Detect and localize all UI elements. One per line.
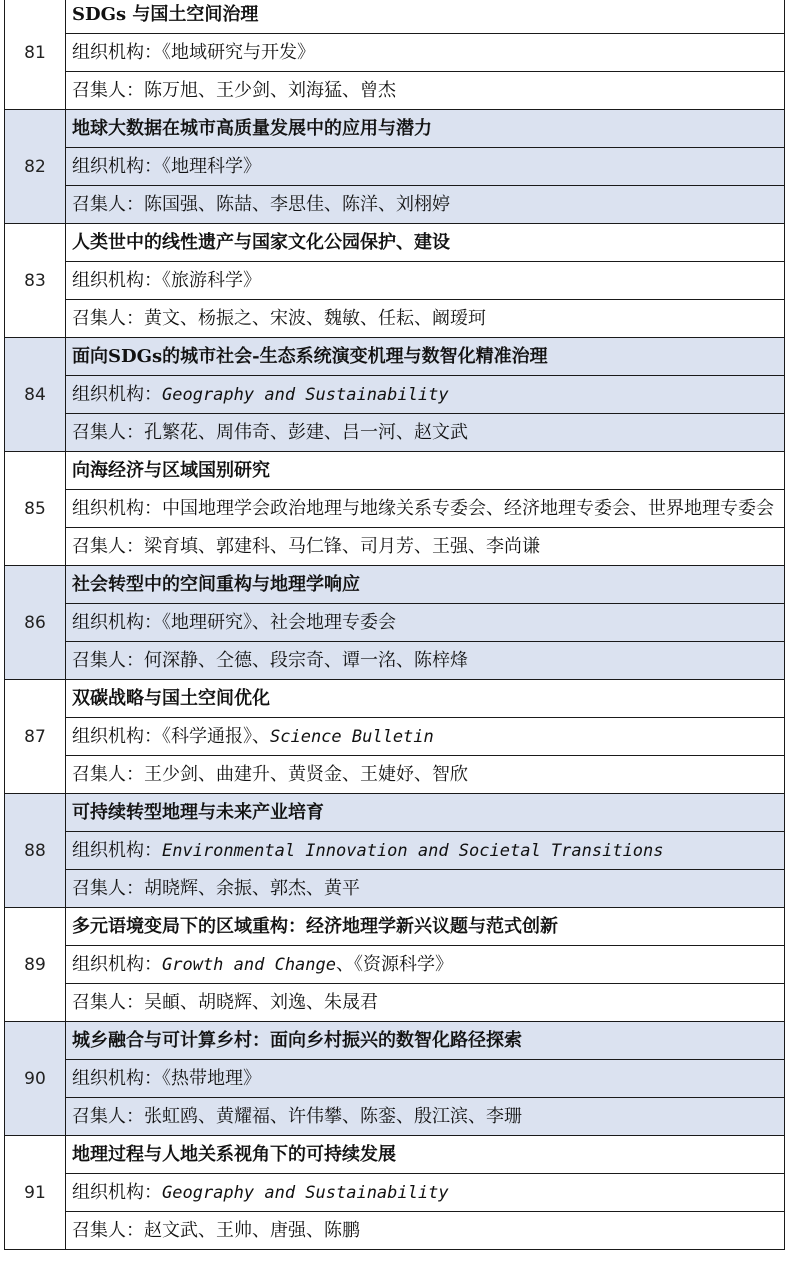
convener-names: 孔繁花、周伟奇、彭建、吕一河、赵文武 xyxy=(144,421,468,443)
session-convener-row xyxy=(5,414,785,452)
convener-names: 陈国强、陈喆、李思佳、陈洋、刘栩婷 xyxy=(144,193,450,215)
session-number: 85 xyxy=(5,452,66,566)
session-conveners xyxy=(66,984,785,1022)
session-table-body xyxy=(5,0,785,1250)
convener-names: 张虹鸥、黄耀福、许伟攀、陈銮、殷江滨、李珊 xyxy=(144,1105,522,1127)
session-convener-row xyxy=(5,642,785,680)
convener-names: 陈万旭、王少剑、刘海猛、曾杰 xyxy=(144,79,396,101)
session-title-row xyxy=(5,1136,785,1174)
organizer-text: 《热带地理》 xyxy=(162,1067,261,1089)
convener-label: 召集人： xyxy=(72,421,144,443)
session-title-row xyxy=(5,224,785,262)
session-title: 向海经济与区域国别研究 xyxy=(66,452,785,490)
organizer-label: 组织机构： xyxy=(72,497,162,519)
session-number: 83 xyxy=(5,224,66,338)
session-organizer xyxy=(66,832,785,870)
session-title: 地球大数据在城市高质量发展中的应用与潜力 xyxy=(66,110,785,148)
session-conveners xyxy=(66,528,785,566)
organizer-label: 组织机构： xyxy=(72,41,162,63)
session-number: 89 xyxy=(5,908,66,1022)
session-title: 多元语境变局下的区域重构：经济地理学新兴议题与范式创新 xyxy=(66,908,785,946)
session-organizer xyxy=(66,262,785,300)
session-organizer-row xyxy=(5,148,785,186)
convener-names: 王少剑、曲建升、黄贤金、王婕妤、智欣 xyxy=(144,763,468,785)
session-organizer-row xyxy=(5,946,785,984)
organizer-text: 《地域研究与开发》 xyxy=(162,41,315,63)
session-title-row xyxy=(5,0,785,34)
session-title: 社会转型中的空间重构与地理学响应 xyxy=(66,566,785,604)
convener-label: 召集人： xyxy=(72,1219,144,1241)
session-conveners xyxy=(66,414,785,452)
session-organizer-row xyxy=(5,376,785,414)
session-conveners xyxy=(66,1098,785,1136)
session-organizer-row xyxy=(5,34,785,72)
session-organizer-row xyxy=(5,718,785,756)
session-organizer xyxy=(66,376,785,414)
session-conveners xyxy=(66,186,785,224)
session-title: 人类世中的线性遗产与国家文化公园保护、建设 xyxy=(66,224,785,262)
session-title-row xyxy=(5,566,785,604)
convener-label: 召集人： xyxy=(72,649,144,671)
organizer-text: Geography and Sustainability xyxy=(162,384,449,405)
session-convener-row xyxy=(5,984,785,1022)
session-title-row xyxy=(5,680,785,718)
organizer-label: 组织机构： xyxy=(72,383,162,405)
organizer-text: 、《资源科学》 xyxy=(336,953,453,975)
session-convener-row xyxy=(5,1098,785,1136)
convener-names: 梁育填、郭建科、马仁锋、司月芳、王强、李尚谦 xyxy=(144,535,540,557)
session-number: 88 xyxy=(5,794,66,908)
session-title-row xyxy=(5,794,785,832)
session-conveners xyxy=(66,756,785,794)
session-organizer xyxy=(66,34,785,72)
organizer-text: Geography and Sustainability xyxy=(162,1182,449,1203)
session-title: SDGs 与国土空间治理 xyxy=(66,0,785,34)
session-organizer xyxy=(66,1174,785,1212)
convener-names: 何深静、仝德、段宗奇、谭一洺、陈梓烽 xyxy=(144,649,468,671)
convener-label: 召集人： xyxy=(72,193,144,215)
session-table xyxy=(4,0,785,1250)
session-organizer-row xyxy=(5,1174,785,1212)
organizer-text: 中国地理学会政治地理与地缘关系专委会、经济地理专委会、世界地理专委会 xyxy=(162,497,774,519)
session-title: 可持续转型地理与未来产业培育 xyxy=(66,794,785,832)
session-number: 91 xyxy=(5,1136,66,1250)
session-organizer xyxy=(66,148,785,186)
organizer-text: 《地理科学》 xyxy=(162,155,261,177)
session-title: 城乡融合与可计算乡村：面向乡村振兴的数智化路径探索 xyxy=(66,1022,785,1060)
session-title-row xyxy=(5,1022,785,1060)
organizer-text: 《科学通报》、 xyxy=(162,725,270,747)
convener-label: 召集人： xyxy=(72,763,144,785)
organizer-label: 组织机构： xyxy=(72,953,162,975)
session-number: 90 xyxy=(5,1022,66,1136)
organizer-text: Science Bulletin xyxy=(270,726,434,747)
convener-label: 召集人： xyxy=(72,307,144,329)
session-organizer xyxy=(66,604,785,642)
session-organizer-row xyxy=(5,262,785,300)
session-title-row xyxy=(5,110,785,148)
session-organizer xyxy=(66,718,785,756)
organizer-label: 组织机构： xyxy=(72,839,162,861)
session-organizer-row xyxy=(5,1060,785,1098)
session-organizer xyxy=(66,1060,785,1098)
session-title-row xyxy=(5,338,785,376)
organizer-label: 组织机构： xyxy=(72,611,162,633)
organizer-label: 组织机构： xyxy=(72,269,162,291)
organizer-text: Environmental Innovation and Societal Transitions xyxy=(162,840,664,861)
convener-names: 吴頔、胡晓辉、刘逸、朱晟君 xyxy=(144,991,378,1013)
convener-names: 赵文武、王帅、唐强、陈鹏 xyxy=(144,1219,360,1241)
session-title: 地理过程与人地关系视角下的可持续发展 xyxy=(66,1136,785,1174)
session-conveners xyxy=(66,1212,785,1250)
organizer-text: Growth and Change xyxy=(162,954,336,975)
organizer-label: 组织机构： xyxy=(72,725,162,747)
session-conveners xyxy=(66,642,785,680)
session-title: 面向SDGs的城市社会-生态系统演变机理与数智化精准治理 xyxy=(66,338,785,376)
convener-names: 胡晓辉、余振、郭杰、黄平 xyxy=(144,877,360,899)
session-organizer-row xyxy=(5,490,785,528)
convener-label: 召集人： xyxy=(72,79,144,101)
session-number: 84 xyxy=(5,338,66,452)
session-title-row xyxy=(5,908,785,946)
organizer-label: 组织机构： xyxy=(72,155,162,177)
session-conveners xyxy=(66,870,785,908)
convener-label: 召集人： xyxy=(72,991,144,1013)
convener-label: 召集人： xyxy=(72,535,144,557)
session-number: 82 xyxy=(5,110,66,224)
session-convener-row xyxy=(5,186,785,224)
session-convener-row xyxy=(5,756,785,794)
session-convener-row xyxy=(5,72,785,110)
session-number: 86 xyxy=(5,566,66,680)
session-convener-row xyxy=(5,870,785,908)
session-organizer-row xyxy=(5,604,785,642)
organizer-text: 《地理研究》、社会地理专委会 xyxy=(162,611,396,633)
convener-label: 召集人： xyxy=(72,877,144,899)
session-organizer xyxy=(66,490,785,528)
session-convener-row xyxy=(5,1212,785,1250)
organizer-label: 组织机构： xyxy=(72,1181,162,1203)
session-conveners xyxy=(66,300,785,338)
organizer-label: 组织机构： xyxy=(72,1067,162,1089)
session-title-row xyxy=(5,452,785,490)
session-organizer xyxy=(66,946,785,984)
organizer-text: 《旅游科学》 xyxy=(162,269,261,291)
convener-names: 黄文、杨振之、宋波、魏敏、任耘、阚瑷珂 xyxy=(144,307,486,329)
session-convener-row xyxy=(5,300,785,338)
session-number: 87 xyxy=(5,680,66,794)
session-number: 81 xyxy=(5,0,66,110)
session-title: 双碳战略与国土空间优化 xyxy=(66,680,785,718)
session-convener-row xyxy=(5,528,785,566)
session-organizer-row xyxy=(5,832,785,870)
session-conveners xyxy=(66,72,785,110)
convener-label: 召集人： xyxy=(72,1105,144,1127)
